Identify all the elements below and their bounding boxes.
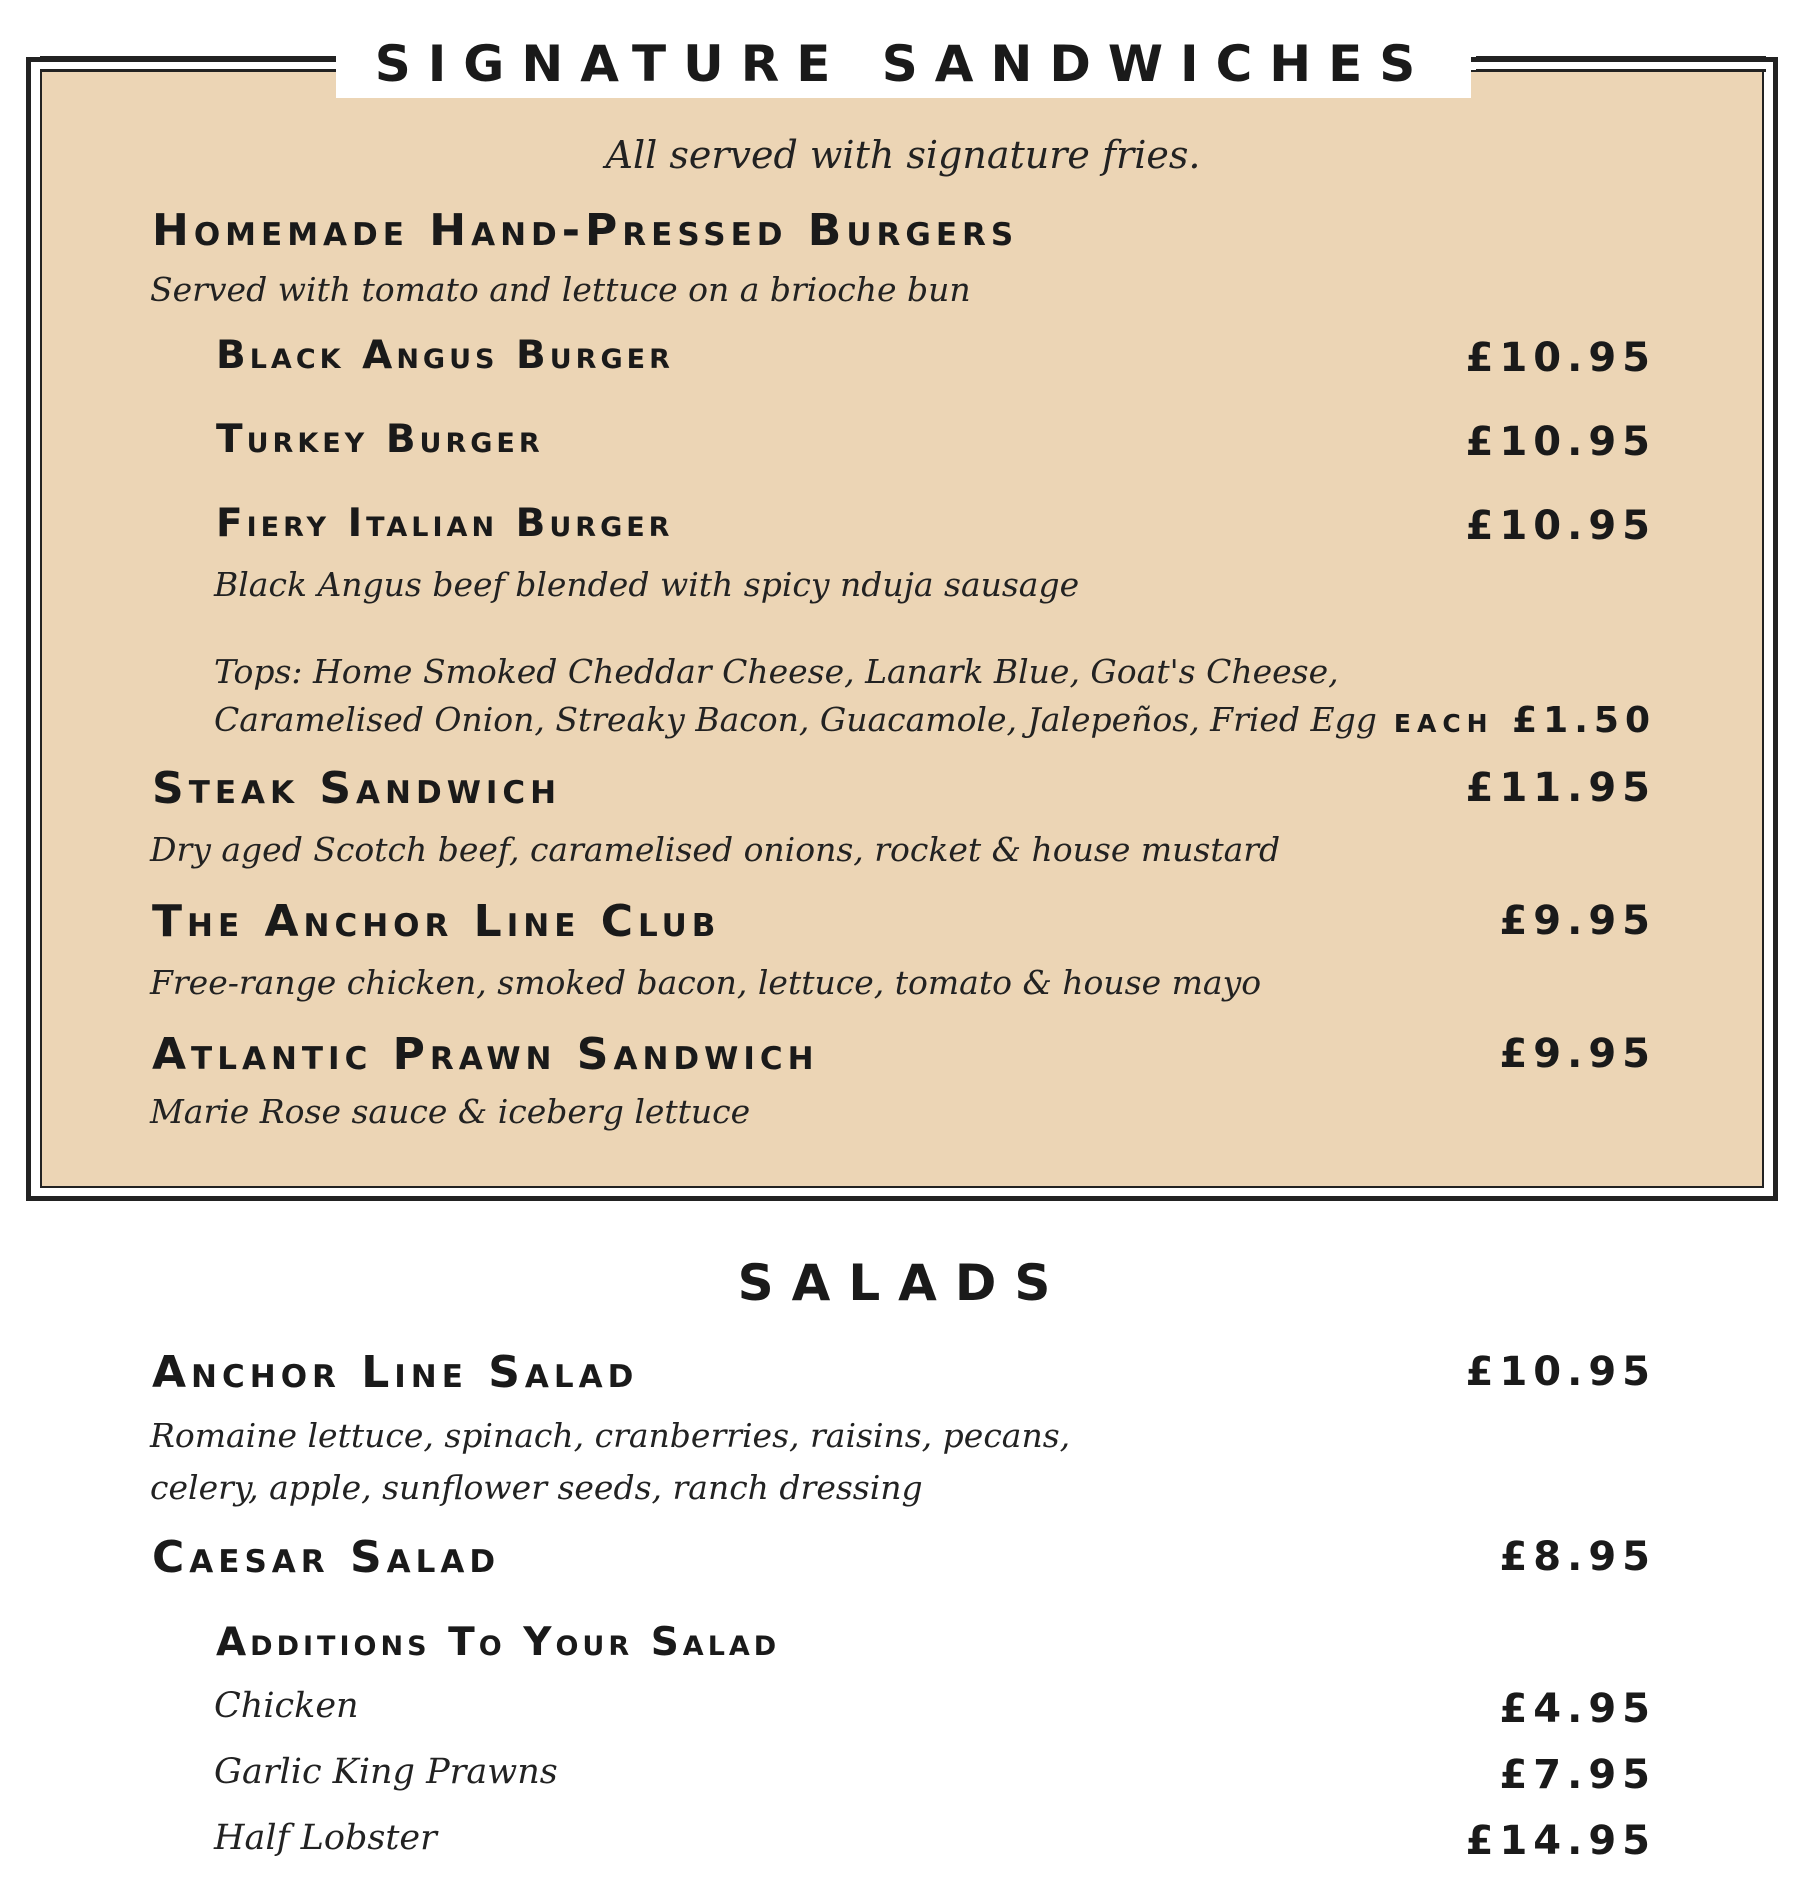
menu-item-description: Free-range chicken, smoked bacon, lettuce, tomato & house mayo xyxy=(150,963,1262,1002)
menu-item-description: Dry aged Scotch beef, caramelised onions, rocket & house mustard xyxy=(150,830,1281,869)
toppings-price: Each £1.50 xyxy=(1393,700,1656,741)
toppings-line-2: Caramelised Onion, Streaky Bacon, Guacamole, Jalepeños, Fried Egg xyxy=(214,700,1377,739)
addition-name: Garlic King Prawns xyxy=(214,1752,558,1792)
menu-item-price: £10.95 xyxy=(1465,419,1656,465)
menu-item-description-line-2: celery, apple, sunflower seeds, ranch dressing xyxy=(150,1468,923,1507)
menu-item-price: £8.95 xyxy=(1499,1534,1656,1580)
sandwiches-subtitle: All served with signature fries. xyxy=(605,133,1201,177)
toppings-line-1: Tops: Home Smoked Cheddar Cheese, Lanark Blue, Goat's Cheese, xyxy=(214,652,1339,691)
menu-item-name: Black Angus Burger xyxy=(216,333,674,378)
sandwiches-title: SIGNATURE SANDWICHES xyxy=(336,30,1471,98)
menu-item-price: £10.95 xyxy=(1465,335,1656,381)
menu-item-description: Marie Rose sauce & iceberg lettuce xyxy=(150,1092,751,1131)
title-rule-left xyxy=(40,56,336,72)
menu-item-price: £10.95 xyxy=(1465,503,1656,549)
menu-item-name: Anchor Line Salad xyxy=(152,1347,639,1398)
menu-item-price: £10.95 xyxy=(1465,1349,1656,1395)
addition-name: Half Lobster xyxy=(214,1818,437,1858)
burgers-heading: Homemade Hand-Pressed Burgers xyxy=(152,205,1019,256)
menu-item-name: Turkey Burger xyxy=(216,417,544,462)
menu-item-price: £11.95 xyxy=(1465,765,1656,811)
menu-item-price: £9.95 xyxy=(1499,898,1656,944)
addition-price: £4.95 xyxy=(1499,1686,1656,1732)
menu-item-name: Steak Sandwich xyxy=(152,763,562,814)
salads-title: SALADS xyxy=(737,1254,1069,1312)
addition-price: £14.95 xyxy=(1465,1818,1656,1864)
menu-item-name: Atlantic Prawn Sandwich xyxy=(152,1029,819,1080)
menu-item-description: Black Angus beef blended with spicy nduja sausage xyxy=(214,565,1080,604)
menu-item-name: The Anchor Line Club xyxy=(152,896,721,947)
menu-item-name: Caesar Salad xyxy=(152,1532,501,1583)
menu-item-name: Fiery Italian Burger xyxy=(216,501,674,546)
addition-name: Chicken xyxy=(214,1686,359,1726)
menu-item-description-line-1: Romaine lettuce, spinach, cranberries, raisins, pecans, xyxy=(150,1416,1071,1455)
additions-heading: Additions To Your Salad xyxy=(216,1620,781,1665)
addition-price: £7.95 xyxy=(1499,1752,1656,1798)
menu-item-price: £9.95 xyxy=(1499,1031,1656,1077)
title-rule-right xyxy=(1476,56,1766,72)
burgers-description: Served with tomato and lettuce on a brioche bun xyxy=(150,270,971,309)
